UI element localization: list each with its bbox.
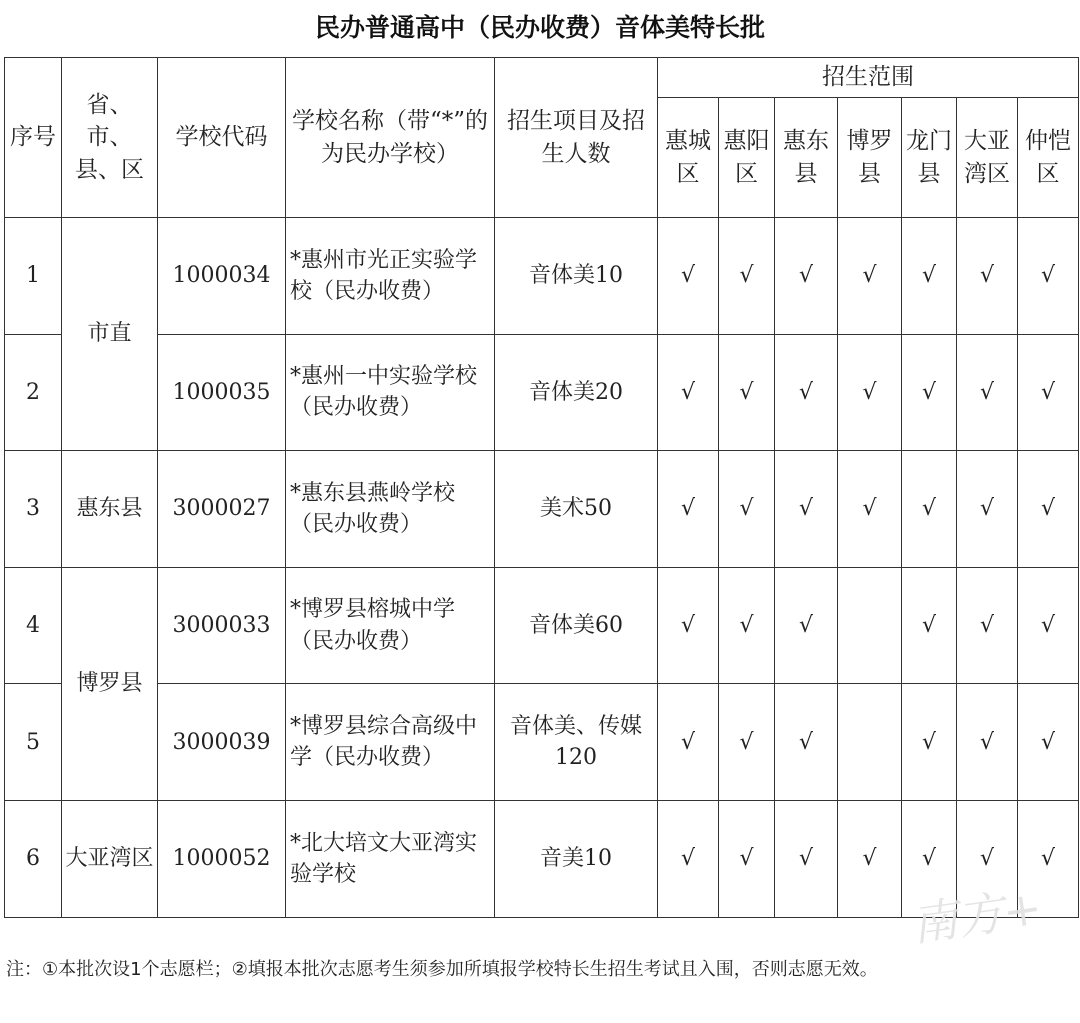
code-cell: 3000027: [158, 451, 286, 568]
check-mark: √: [719, 800, 775, 917]
check-mark: √: [1018, 567, 1079, 684]
check-mark: √: [1018, 334, 1079, 451]
check-mark: √: [957, 684, 1018, 801]
check-mark: √: [1018, 684, 1079, 801]
check-mark: √: [719, 334, 775, 451]
check-mark: √: [775, 567, 838, 684]
check-mark: √: [719, 451, 775, 568]
check-mark: √: [838, 334, 902, 451]
page-title: 民办普通高中（民办收费）音体美特长批: [314, 13, 765, 42]
check-mark: √: [902, 684, 957, 801]
check-mark: √: [1018, 218, 1079, 335]
check-mark: √: [719, 567, 775, 684]
check-mark: √: [658, 218, 719, 335]
header-area: 博罗县: [838, 98, 902, 218]
check-mark: √: [838, 451, 902, 568]
check-mark: √: [658, 451, 719, 568]
check-mark: √: [902, 451, 957, 568]
region-cell: 博罗县: [62, 567, 158, 800]
check-mark: √: [775, 334, 838, 451]
check-mark: √: [775, 800, 838, 917]
check-mark: √: [957, 218, 1018, 335]
header-code: 学校代码: [158, 58, 286, 218]
school-cell: *惠州市光正实验学校（民办收费）: [286, 218, 495, 335]
header-school: 学校名称（带“*”的为民办学校）: [286, 58, 495, 218]
table-row: [5, 567, 1079, 684]
table-row: [5, 451, 1079, 568]
check-mark: √: [658, 684, 719, 801]
check-mark: √: [957, 567, 1018, 684]
table-row: [5, 334, 1079, 451]
watermark-logo: 南方+: [908, 880, 1046, 952]
code-cell: 1000034: [158, 218, 286, 335]
project-cell: 音体美20: [495, 334, 658, 451]
check-mark: √: [838, 218, 902, 335]
table-row: [5, 684, 1079, 801]
header-area: 大亚湾区: [957, 98, 1018, 218]
check-mark: √: [838, 800, 902, 917]
check-mark: √: [775, 218, 838, 335]
admission-table: [4, 57, 1079, 918]
check-mark: √: [957, 800, 1018, 917]
header-area: 仲恺区: [1018, 98, 1079, 218]
seq-cell: 3: [5, 451, 62, 568]
footnote: 注：①本批次设1个志愿栏；②填报本批次志愿考生须参加所填报学校特长生招生考试且入围，否则志愿无效。: [6, 959, 878, 980]
check-mark: √: [775, 451, 838, 568]
school-cell: *博罗县综合高级中学（民办收费）: [286, 684, 495, 801]
code-cell: 1000035: [158, 334, 286, 451]
project-cell: 美术50: [495, 451, 658, 568]
project-cell: 音体美、传媒120: [495, 684, 658, 801]
check-mark: √: [902, 567, 957, 684]
school-cell: *惠东县燕岭学校（民办收费）: [286, 451, 495, 568]
seq-cell: 4: [5, 567, 62, 684]
header-region: 省、市、县、区: [62, 58, 158, 218]
project-cell: 音体美60: [495, 567, 658, 684]
header-scope: 招生范围: [658, 58, 1079, 98]
check-mark: [838, 684, 902, 801]
check-mark: √: [775, 684, 838, 801]
school-cell: *博罗县榕城中学（民办收费）: [286, 567, 495, 684]
check-mark: √: [957, 451, 1018, 568]
check-mark: √: [902, 218, 957, 335]
school-cell: *惠州一中实验学校（民办收费）: [286, 334, 495, 451]
seq-cell: 2: [5, 334, 62, 451]
header-area: 惠阳区: [719, 98, 775, 218]
table-row: [5, 218, 1079, 335]
header-seq: 序号: [5, 58, 62, 218]
check-mark: √: [1018, 800, 1079, 917]
check-mark: [838, 567, 902, 684]
check-mark: √: [658, 800, 719, 917]
check-mark: √: [957, 334, 1018, 451]
header-area: 惠城区: [658, 98, 719, 218]
project-cell: 音美10: [495, 800, 658, 917]
code-cell: 3000033: [158, 567, 286, 684]
school-cell: *北大培文大亚湾实验学校: [286, 800, 495, 917]
seq-cell: 5: [5, 684, 62, 801]
check-mark: √: [902, 800, 957, 917]
region-cell: 惠东县: [62, 451, 158, 568]
code-cell: 1000052: [158, 800, 286, 917]
region-cell: 市直: [62, 218, 158, 451]
region-cell: 大亚湾区: [62, 800, 158, 917]
seq-cell: 6: [5, 800, 62, 917]
check-mark: √: [902, 334, 957, 451]
header-area: 龙门县: [902, 98, 957, 218]
check-mark: √: [1018, 451, 1079, 568]
check-mark: √: [658, 567, 719, 684]
check-mark: √: [658, 334, 719, 451]
check-mark: √: [719, 218, 775, 335]
project-cell: 音体美10: [495, 218, 658, 335]
check-mark: √: [719, 684, 775, 801]
header-project: 招生项目及招生人数: [495, 58, 658, 218]
seq-cell: 1: [5, 218, 62, 335]
code-cell: 3000039: [158, 684, 286, 801]
header-area: 惠东县: [775, 98, 838, 218]
